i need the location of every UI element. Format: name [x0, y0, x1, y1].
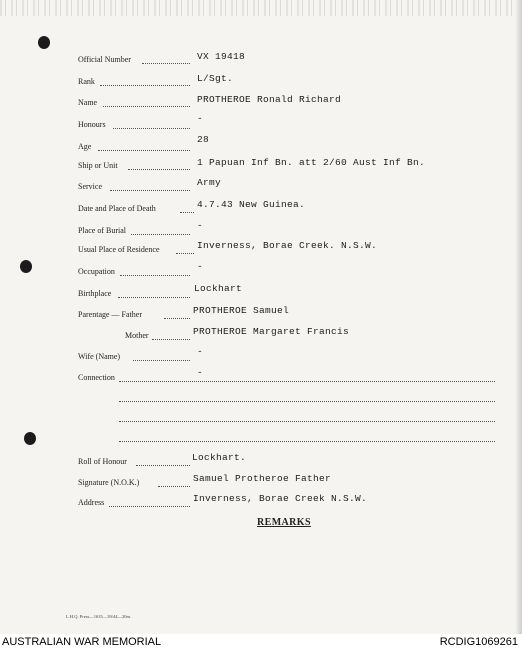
label-name: Name: [78, 98, 98, 107]
blank-line: [119, 401, 495, 402]
value-birthplace: Lockhart: [194, 283, 243, 294]
value-rank: L/Sgt.: [197, 73, 234, 84]
value-ship-or-unit: 1 Papuan Inf Bn. att 2/60 Aust Inf Bn.: [197, 157, 426, 168]
value-official-number: VX 19418: [197, 51, 246, 62]
blank-line: [119, 441, 495, 442]
label-ship-or-unit: Ship or Unit: [78, 161, 118, 170]
label-service: Service: [78, 182, 102, 191]
dot-leader: [152, 339, 190, 340]
value-signature-nok: Samuel Protheroe Father: [193, 473, 332, 484]
dot-leader: [128, 169, 190, 170]
value-father: PROTHEROE Samuel: [193, 305, 290, 316]
label-roll-of-honour: Roll of Honour: [78, 457, 127, 466]
label-mother: Mother: [125, 331, 149, 340]
dot-leader: [113, 128, 190, 129]
label-connection: Connection: [78, 373, 115, 382]
value-address: Inverness, Borae Creek N.S.W.: [193, 493, 368, 504]
dot-leader: [131, 234, 190, 235]
label-occupation: Occupation: [78, 267, 115, 276]
label-official-number: Official Number: [78, 55, 131, 64]
value-occupation: -: [197, 261, 204, 272]
dot-leader: [100, 85, 190, 86]
label-wife: Wife (Name): [78, 352, 121, 361]
printer-note: L.H.Q. Press—1635—39/44—20m.: [66, 614, 132, 619]
dot-leader: [109, 506, 190, 507]
scan-right-edge: [516, 0, 522, 634]
label-usual-residence: Usual Place of Residence: [78, 245, 160, 254]
label-father: Parentage — Father: [78, 310, 142, 319]
value-wife: -: [197, 346, 204, 357]
dot-leader: [120, 275, 190, 276]
dot-leader: [103, 106, 190, 107]
scan-edge-noise: [0, 0, 522, 16]
dot-leader: [136, 465, 190, 466]
dot-leader: [158, 486, 190, 487]
punch-hole-icon: [38, 36, 50, 49]
label-place-of-burial: Place of Burial: [78, 226, 126, 235]
blank-line: [119, 421, 495, 422]
value-roll-of-honour: Lockhart.: [192, 452, 247, 463]
label-honours: Honours: [78, 120, 106, 129]
value-date-place-death: 4.7.43 New Guinea.: [197, 199, 306, 210]
footer-record-id: RCDIG1069261: [439, 636, 518, 648]
value-age: 28: [197, 134, 210, 145]
footer-source: AUSTRALIAN WAR MEMORIAL: [2, 636, 162, 648]
dot-leader: [118, 297, 190, 298]
value-connection: -: [197, 367, 204, 378]
value-service: Army: [197, 177, 222, 188]
dot-leader: [133, 360, 190, 361]
dot-leader: [119, 381, 495, 382]
dot-leader: [98, 150, 190, 151]
punch-hole-icon: [20, 260, 32, 273]
dot-leader: [180, 212, 194, 213]
value-mother: PROTHEROE Margaret Francis: [193, 326, 350, 337]
value-name: PROTHEROE Ronald Richard: [197, 94, 342, 105]
dot-leader: [176, 253, 194, 254]
label-address: Address: [78, 498, 105, 507]
label-signature-nok: Signature (N.O.K.): [78, 478, 140, 487]
dot-leader: [164, 318, 190, 319]
value-usual-residence: Inverness, Borae Creek. N.S.W.: [197, 240, 378, 251]
dot-leader: [142, 63, 190, 64]
value-place-of-burial: -: [197, 220, 204, 231]
dot-leader: [110, 190, 190, 191]
punch-hole-icon: [24, 432, 36, 445]
label-birthplace: Birthplace: [78, 289, 112, 298]
remarks-heading: REMARKS: [257, 517, 311, 528]
value-honours: -: [197, 113, 204, 124]
label-rank: Rank: [78, 77, 95, 86]
label-age: Age: [78, 142, 92, 151]
label-date-place-death: Date and Place of Death: [78, 204, 156, 213]
